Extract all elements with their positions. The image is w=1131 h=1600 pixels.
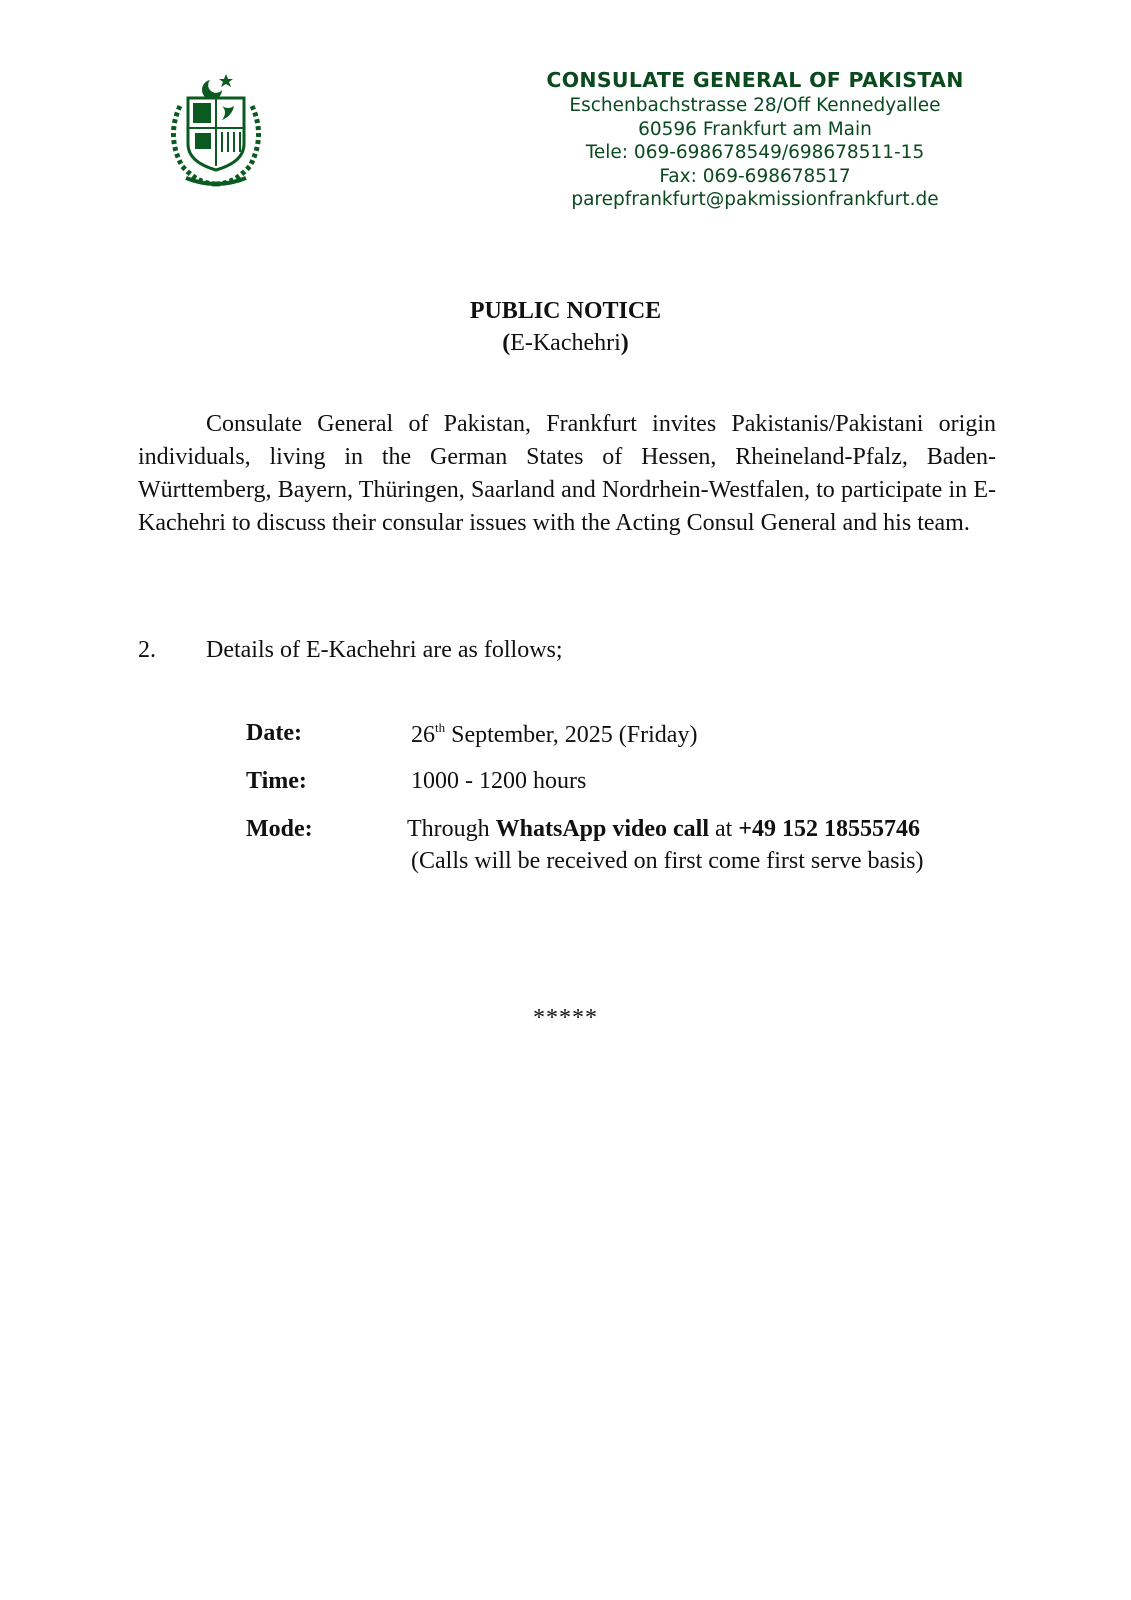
notice-title: PUBLIC NOTICE: [469, 298, 662, 324]
date-suffix: th: [435, 720, 446, 735]
date-value: [411, 720, 697, 749]
fax: Fax: 069-698678517: [659, 165, 851, 187]
email: parepfrankfurt@pakmissionfrankfurt.de: [571, 189, 939, 210]
notice-subtitle: [0, 330, 1131, 357]
date-rest: September, 2025 (Friday): [445, 722, 698, 748]
end-marker: *****: [533, 1005, 598, 1031]
whatsapp-video-call: WhatsApp video call: [495, 816, 710, 842]
address-line-1: Eschenbachstrasse 28/Off Kennedyallee: [569, 95, 941, 116]
paragraph-number: 2.: [138, 637, 156, 663]
address-line-2: 60596 Frankfurt am Main: [638, 118, 872, 140]
date-day: 26: [411, 722, 435, 748]
time-value: 1000 - 1200 hours: [411, 768, 587, 794]
details-intro-text: Details of E-Kachehri are as follows;: [206, 637, 563, 663]
mode-prefix: Through: [407, 816, 496, 842]
subtitle-close-paren: ): [620, 330, 629, 356]
invitation-paragraph: Consulate General of Pakistan, Frankfurt invites Pakistanis/Pakistani origin individuals, living in the German States of Hessen, Rheineland-Pfalz, Baden-Württemberg, Bayern, Thüringen, Saarland and Nordrhein-Westfalen, to participate in E-Kachehri to discuss their consular issues with the Acting Consul General and his team.: [138, 411, 996, 536]
org-name: CONSULATE GENERAL OF PAKISTAN: [546, 68, 964, 92]
telephone: Tele: 069-698678549/698678511-15: [585, 142, 925, 163]
mode-label: Mode:: [246, 816, 313, 842]
letterhead: [520, 66, 990, 212]
whatsapp-phone-number: +49 152 18555746: [738, 816, 921, 842]
mode-value: [407, 816, 920, 843]
mode-note: (Calls will be received on first come first serve basis): [411, 848, 924, 874]
time-label: Time:: [246, 768, 307, 794]
mode-mid: at: [709, 816, 739, 842]
subtitle-open-paren: (: [502, 330, 511, 356]
details-intro: [138, 637, 563, 664]
date-label: Date:: [246, 720, 302, 746]
subtitle-text: E-Kachehri: [510, 330, 621, 356]
state-emblem-icon: [152, 66, 280, 194]
